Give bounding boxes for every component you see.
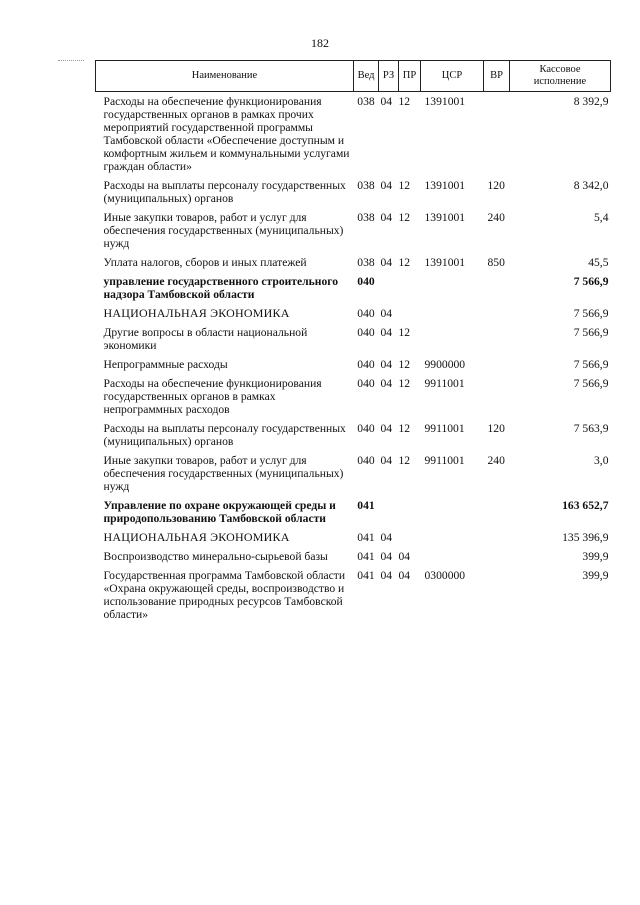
cell-sum: 8 392,9 xyxy=(573,95,609,108)
cell-vr xyxy=(484,374,510,419)
cell-csr: 9911001 xyxy=(424,377,465,390)
cell-rz: 04 xyxy=(380,422,393,435)
cell-sum: 7 566,9 xyxy=(573,275,609,288)
table-row xyxy=(96,419,611,451)
cell-name: Расходы на обеспечение функционирования государственных органов в рамках непрограммных расходов xyxy=(103,377,322,416)
cell-sum: 163 652,7 xyxy=(562,499,609,512)
cell-sum: 3,0 xyxy=(594,454,609,467)
cell-pr: 12 xyxy=(398,179,411,192)
header-rz: РЗ xyxy=(379,61,399,92)
cell-csr xyxy=(421,528,484,547)
cell-csr: 9911001 xyxy=(424,422,465,435)
table-row xyxy=(96,566,611,624)
cell-name: Расходы на обеспечение функционирования государственных органов в рамках прочих мероприятий государственной программы Тамбовской области «Обеспечение доступным и комфортным жильем и коммунальными услугами граждан области» xyxy=(103,95,350,173)
cell-pr: 12 xyxy=(398,211,411,224)
table-row xyxy=(96,176,611,208)
cell-ved: 040 xyxy=(357,377,375,390)
cell-rz: 04 xyxy=(380,377,393,390)
cell-sum: 45,5 xyxy=(588,256,609,269)
header-csr: ЦСР xyxy=(421,61,484,92)
cell-vr: 120 xyxy=(487,422,505,435)
cell-vr xyxy=(484,547,510,566)
cell-pr: 12 xyxy=(398,377,411,390)
cell-pr xyxy=(399,272,421,304)
table-row xyxy=(96,323,611,355)
cell-rz: 04 xyxy=(380,531,393,544)
cell-name: Государственная программа Тамбовской области «Охрана окружающей среды, воспроизводство и использование природных ресурсов Тамбовской области» xyxy=(103,569,346,621)
table-row xyxy=(96,547,611,566)
cell-rz xyxy=(379,496,399,528)
cell-name: Расходы на выплаты персоналу государственных (муниципальных) органов xyxy=(103,422,346,448)
cell-rz xyxy=(379,272,399,304)
cell-vr xyxy=(484,92,510,177)
cell-vr: 850 xyxy=(487,256,505,269)
table-row-department xyxy=(96,272,611,304)
cell-sum: 7 566,9 xyxy=(573,358,609,371)
budget-table xyxy=(95,60,611,624)
header-vr: ВР xyxy=(484,61,510,92)
cell-csr: 1391001 xyxy=(424,256,466,269)
table-row xyxy=(96,253,611,272)
cell-pr xyxy=(399,304,421,323)
cell-name: Воспроизводство минерально-сырьевой базы xyxy=(103,550,328,563)
cell-ved: 038 xyxy=(357,211,375,224)
cell-ved: 040 xyxy=(357,422,375,435)
cell-vr: 120 xyxy=(487,179,505,192)
cell-sum: 7 566,9 xyxy=(573,307,609,320)
cell-rz: 04 xyxy=(380,358,393,371)
cell-rz: 04 xyxy=(380,326,393,339)
cell-ved: 038 xyxy=(357,95,375,108)
cell-csr xyxy=(421,547,484,566)
cell-ved: 040 xyxy=(357,275,375,288)
cell-pr: 04 xyxy=(398,569,411,582)
cell-name: управление государственного строительного надзора Тамбовской области xyxy=(103,275,339,301)
cell-pr: 12 xyxy=(398,256,411,269)
cell-ved: 038 xyxy=(357,179,375,192)
cell-csr: 9900000 xyxy=(424,358,466,371)
cell-ved: 040 xyxy=(357,307,375,320)
cell-vr xyxy=(484,323,510,355)
table-row-department xyxy=(96,496,611,528)
cell-ved: 040 xyxy=(357,358,375,371)
cell-vr: 240 xyxy=(487,211,505,224)
cell-pr: 12 xyxy=(398,454,411,467)
cell-csr xyxy=(421,323,484,355)
cell-pr: 12 xyxy=(398,422,411,435)
cell-vr xyxy=(484,304,510,323)
table-row xyxy=(96,208,611,253)
cell-vr xyxy=(484,496,510,528)
cell-ved: 041 xyxy=(357,569,375,582)
cell-ved: 040 xyxy=(357,454,375,467)
cell-csr: 0300000 xyxy=(424,569,466,582)
cell-sum: 399,9 xyxy=(582,569,609,582)
table-row xyxy=(96,355,611,374)
cell-ved: 041 xyxy=(357,531,375,544)
table-row-section xyxy=(96,528,611,547)
cell-name: Непрограммные расходы xyxy=(103,358,228,371)
cell-csr: 1391001 xyxy=(424,211,466,224)
cell-name: Уплата налогов, сборов и иных платежей xyxy=(103,256,307,269)
cell-csr: 1391001 xyxy=(424,179,466,192)
header-sum-line2: исполнение xyxy=(533,76,587,87)
cell-pr xyxy=(399,528,421,547)
cell-rz: 04 xyxy=(380,550,393,563)
cell-rz: 04 xyxy=(380,256,393,269)
cell-pr: 12 xyxy=(398,95,411,108)
header-sum-line1: Кассовое xyxy=(539,64,581,75)
cell-rz: 04 xyxy=(380,211,393,224)
cell-name: Расходы на выплаты персоналу государственных (муниципальных) органов xyxy=(103,179,346,205)
header-pr: ПР xyxy=(399,61,421,92)
table-row xyxy=(96,374,611,419)
cell-ved: 038 xyxy=(357,256,375,269)
cell-rz: 04 xyxy=(380,454,393,467)
cell-sum: 7 566,9 xyxy=(573,377,609,390)
cell-name: НАЦИОНАЛЬНАЯ ЭКОНОМИКА xyxy=(103,530,290,544)
cell-name: Иные закупки товаров, работ и услуг для обеспечения государственных (муниципальных) нужд xyxy=(103,211,344,250)
cell-csr: 9911001 xyxy=(424,454,465,467)
cell-csr: 1391001 xyxy=(424,95,466,108)
cell-pr xyxy=(399,496,421,528)
cell-ved: 041 xyxy=(357,499,375,512)
cell-name: Управление по охране окружающей среды и природопользованию Тамбовской области xyxy=(103,499,336,525)
cell-csr xyxy=(421,272,484,304)
cell-rz: 04 xyxy=(380,179,393,192)
table-header-row xyxy=(96,61,611,92)
scan-artifact xyxy=(58,60,84,62)
cell-vr: 240 xyxy=(487,454,505,467)
cell-rz: 04 xyxy=(380,307,393,320)
cell-sum: 399,9 xyxy=(582,550,609,563)
cell-vr xyxy=(484,272,510,304)
header-ved: Вед xyxy=(354,61,379,92)
cell-ved: 041 xyxy=(357,550,375,563)
cell-rz: 04 xyxy=(380,569,393,582)
cell-vr xyxy=(484,355,510,374)
cell-vr xyxy=(484,528,510,547)
cell-pr: 04 xyxy=(398,550,411,563)
cell-ved: 040 xyxy=(357,326,375,339)
cell-sum: 8 342,0 xyxy=(573,179,609,192)
header-sum xyxy=(510,61,611,92)
cell-sum: 7 563,9 xyxy=(573,422,609,435)
cell-rz: 04 xyxy=(380,95,393,108)
table-row xyxy=(96,451,611,496)
cell-sum: 5,4 xyxy=(594,211,609,224)
cell-name: Иные закупки товаров, работ и услуг для обеспечения государственных (муниципальных) нужд xyxy=(103,454,344,493)
cell-name: НАЦИОНАЛЬНАЯ ЭКОНОМИКА xyxy=(103,306,290,320)
cell-name: Другие вопросы в области национальной экономики xyxy=(103,326,308,352)
table-row xyxy=(96,92,611,177)
cell-pr: 12 xyxy=(398,326,411,339)
cell-vr xyxy=(484,566,510,624)
cell-csr xyxy=(421,304,484,323)
cell-csr xyxy=(421,496,484,528)
page-number: 182 xyxy=(311,36,329,50)
cell-sum: 7 566,9 xyxy=(573,326,609,339)
table-row-section xyxy=(96,304,611,323)
header-name: Наименование xyxy=(96,61,354,92)
cell-pr: 12 xyxy=(398,358,411,371)
cell-sum: 135 396,9 xyxy=(562,531,609,544)
